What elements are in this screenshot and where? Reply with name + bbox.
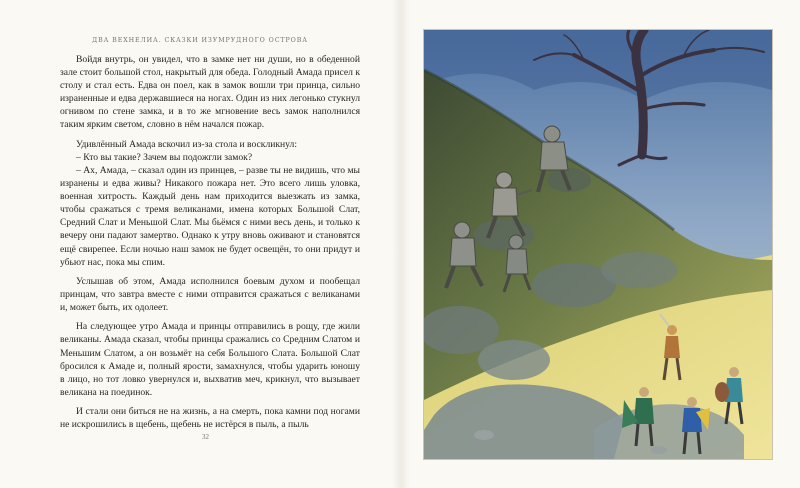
paragraph: Удивлённый Амада вскочил из-за стола и воскликнул: — [76, 138, 297, 150]
paragraph: Войдя внутрь, он увидел, что в замке нет ни души, но в обеденной зале стоит большой стол, накрытый для обеда. Голодный Амада присел к столу и стал есть. Едва он поел, как в замок вошли три принца, сильно израненные и едва державшиеся на ногах. Один из них легонько стукнул огнивом по стене замка, и в то же мгновение весь замок наполнился таким ярким светом, словно в нём начался пожар. — [60, 54, 360, 131]
page-number: 32 — [202, 433, 209, 441]
watercolor-scene — [424, 30, 772, 459]
book-gutter — [392, 0, 410, 488]
dialogue-line: – Кто вы такие? Зачем вы подожгли замок? — [76, 151, 253, 163]
running-head: ДВА ВЕХНЕЛИА. СКАЗКИ ИЗУМРУДНОГО ОСТРОВА — [92, 37, 308, 44]
dialogue-line: – Ах, Амада, – сказал один из принцев, – разве ты не видишь, что мы изранены и едва живы? Никакого пожара нет. Это всего лишь уловка, военная хитрость. Каждый день нам приходится выезжать из замка, чтобы сражаться с тремя великанами, имена которых Большой Слат, Средний Слат и Меньшой Слат. Мы бьёмся с ними весь день, и только к вечеру они падают замертво. Однако к утру вновь оживают и становятся ещё свирепее. Если ночью наш замок не будет освещён, то они придут и убьют нас, пока мы спим. — [60, 164, 360, 268]
rock — [478, 340, 550, 380]
giants-battle-illustration — [423, 29, 773, 460]
paragraph: Услышав об этом, Амада исполнился боевым духом и пообещал принцам, что завтра вместе с ними отправится сражаться с великанами и, может быть, их одолеет. — [60, 275, 360, 314]
body-text — [60, 53, 360, 437]
paragraph: На следующее утро Амада и принцы отправились в рощу, где жили великаны. Амада сказал, чтобы принцы сражались со Средним Слатом и Меньшим Слатом, а он возьмёт на себя Большого Слата. Большой Слат бросился к Амаде и, полный ярости, замахнулся, чтобы ударить юношу в лицо, но тот ловко увернулся и, выхватив меч, крикнул, что вызывает великана на поединок. — [60, 321, 360, 398]
paragraph: И стали они биться не на жизнь, а на смерть, пока камни под ногами не искрошились в щебень, щебень не истёрся в пыль, а пыль — [60, 406, 360, 431]
rock — [601, 252, 677, 288]
